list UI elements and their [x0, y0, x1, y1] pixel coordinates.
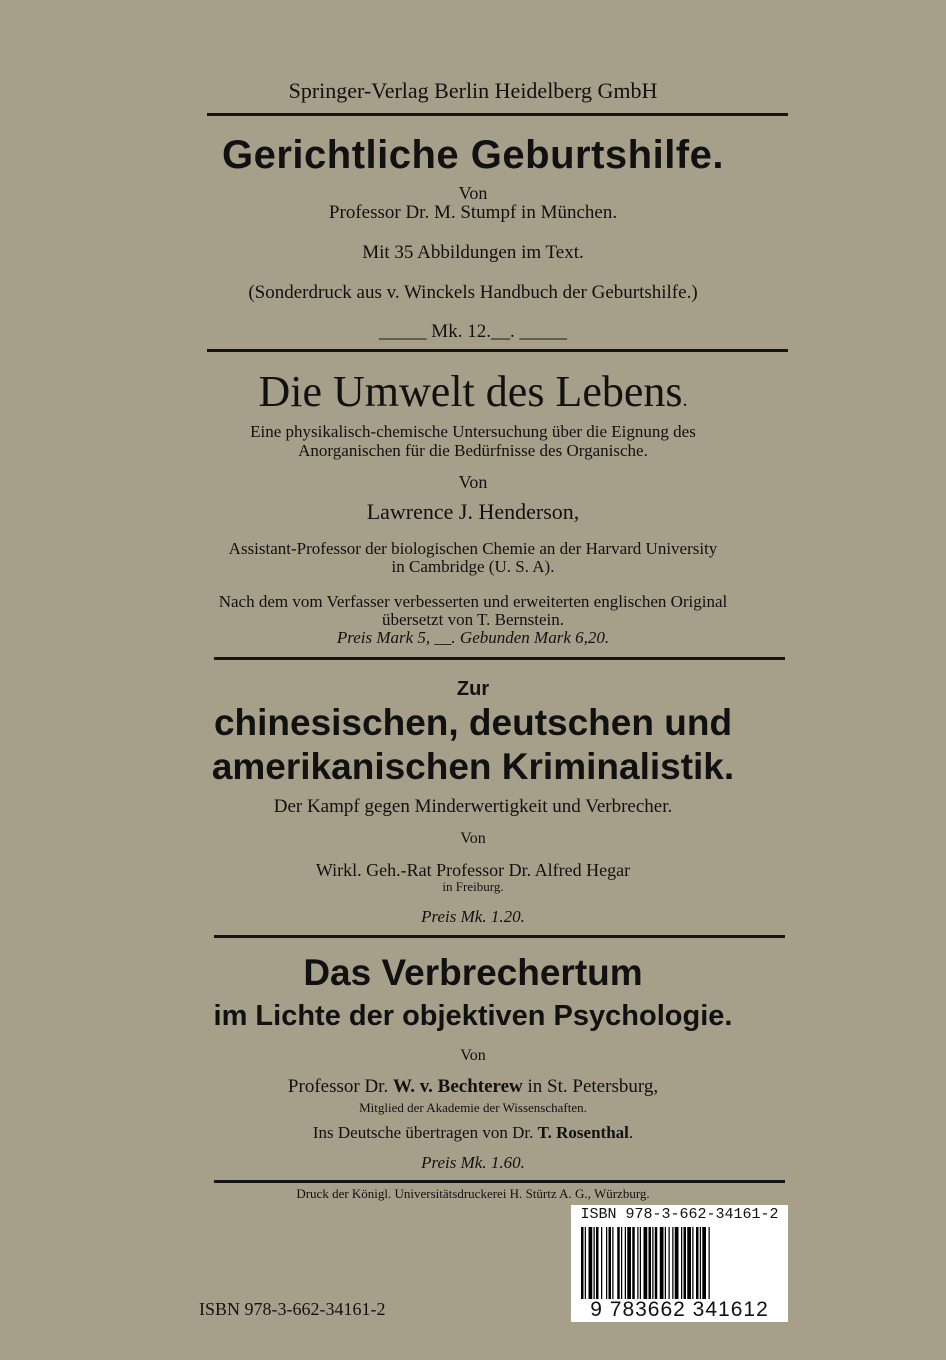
book4-transl-suffix: .	[628, 1123, 634, 1142]
book2-subtitle-line2: Anorganischen für die Bedürfnisse des Organische.	[298, 441, 648, 460]
barcode-bar	[625, 1227, 626, 1299]
book4-author-name: W. v. Bechterew	[392, 1076, 523, 1097]
book2-transl-line1: Nach dem vom Verfasser verbesserten und erweiterten englischen Original	[218, 592, 728, 611]
barcode-bar	[617, 1227, 620, 1299]
barcode-bar	[601, 1227, 602, 1299]
barcode-bar	[581, 1227, 584, 1299]
barcode-bar	[627, 1227, 631, 1299]
book2-subtitle-line1: Eine physikalisch-chemische Untersuchung über die Eignung des	[250, 422, 696, 441]
divider	[214, 657, 785, 660]
barcode-bar	[684, 1227, 687, 1299]
barcode-bar	[652, 1227, 653, 1299]
book1-illustrations: Mit 35 Abbildungen im Text.	[362, 242, 584, 263]
barcode-bar	[585, 1227, 586, 1299]
book2-affil-line2: in Cambridge (U. S. A).	[391, 557, 555, 576]
barcode-bar	[655, 1227, 658, 1299]
book2-price: Preis Mark 5, __. Gebunden Mark 6,20.	[336, 628, 610, 647]
barcode-bar	[687, 1227, 691, 1299]
book3-subtitle: Der Kampf gegen Minderwertigkeit und Verbrecher.	[273, 796, 673, 817]
barcode-bar	[696, 1227, 699, 1299]
barcode-bar	[612, 1227, 613, 1299]
barcode-bars	[579, 1227, 780, 1299]
book4-author-suffix: in St. Petersburg,	[527, 1076, 659, 1097]
barcode-bar	[609, 1227, 612, 1299]
book4-transl-prefix: Ins Deutsche übertragen von Dr.	[312, 1123, 534, 1142]
book4-membership: Mitglied der Akademie der Wissenschaften.	[359, 1100, 587, 1115]
book3-title-line2: amerikanischen Kriminalistik.	[211, 746, 735, 787]
barcode-bar	[649, 1227, 652, 1299]
book4-title-line1: Das Verbrechertum	[303, 952, 643, 993]
barcode-bar	[702, 1227, 706, 1299]
barcode-bar	[596, 1227, 599, 1299]
printer-line: Druck der Königl. Universitätsdruckerei H. Stürtz A. G., Würzburg.	[296, 1186, 650, 1201]
book4-transl-name: T. Rosenthal	[537, 1123, 629, 1142]
barcode-bar	[632, 1227, 635, 1299]
book4-author	[0, 1076, 946, 1098]
barcode-bar	[709, 1227, 710, 1299]
book3-title	[0, 701, 946, 789]
book2-author: Lawrence J. Henderson,	[366, 499, 580, 524]
book2-affil-line1: Assistant-Professor der biologischen Chemie an der Harvard University	[228, 539, 718, 558]
book2-title-text: Die Umwelt des Lebens	[258, 367, 683, 416]
barcode-digits: 9 783662 341612	[590, 1298, 769, 1321]
barcode-bar	[700, 1227, 701, 1299]
book2-subtitle	[0, 422, 946, 460]
barcode-bar	[665, 1227, 666, 1299]
barcode-bar	[672, 1227, 673, 1299]
barcode-isbn-label: ISBN 978-3-662-34161-2	[580, 1206, 779, 1223]
divider	[214, 935, 785, 938]
barcode-bar	[644, 1227, 648, 1299]
book4-price: Preis Mk. 1.60.	[421, 1153, 525, 1172]
barcode-bar	[594, 1227, 595, 1299]
barcode-bar	[692, 1227, 693, 1299]
book1-author: Professor Dr. M. Stumpf in München.	[328, 202, 618, 223]
barcode-bar	[637, 1227, 638, 1299]
book3-place: in Freiburg.	[442, 879, 504, 894]
divider	[207, 349, 788, 352]
book4-von: Von	[460, 1047, 486, 1064]
book4-translator	[0, 1123, 946, 1143]
divider	[207, 113, 788, 116]
book3-von: Von	[460, 830, 486, 847]
book2-title-dot: .	[682, 389, 688, 411]
book2-affiliation	[0, 540, 946, 576]
book1-von: Von	[458, 183, 488, 203]
barcode-bar	[675, 1227, 679, 1299]
book4-author-prefix: Professor Dr.	[287, 1076, 389, 1097]
barcode-bar	[621, 1227, 622, 1299]
book3-zur: Zur	[456, 678, 490, 700]
isbn-footer: ISBN 978-3-662-34161-2	[199, 1299, 386, 1319]
book1-title: Gerichtliche Geburtshilfe.	[221, 133, 724, 177]
divider	[214, 1180, 785, 1183]
barcode-bar	[681, 1227, 682, 1299]
book2-von: Von	[458, 472, 488, 492]
book3-author: Wirkl. Geh.-Rat Professor Dr. Alfred Hegar	[315, 860, 631, 880]
book2-transl-line2: übersetzt von T. Bernstein.	[381, 610, 565, 629]
book1-price: _____ Mk. 12.__. _____	[379, 321, 567, 342]
book1-note: (Sonderdruck aus v. Winckels Handbuch der Geburtshilfe.)	[248, 282, 698, 303]
book3-price: Preis Mk. 1.20.	[421, 907, 525, 926]
barcode-bar	[660, 1227, 664, 1299]
isbn-barcode	[571, 1205, 788, 1322]
book2-translation	[0, 593, 946, 629]
barcode-bar	[669, 1227, 670, 1299]
barcode-bar	[606, 1227, 607, 1299]
book3-title-line1: chinesischen, deutschen und	[213, 702, 733, 743]
book2-title	[0, 366, 946, 417]
barcode-bar	[640, 1227, 641, 1299]
barcode-bar	[589, 1227, 593, 1299]
publisher-name: Springer-Verlag Berlin Heidelberg GmbH	[288, 78, 658, 103]
book4-title-line2: im Lichte der objektiven Psychologie.	[213, 1000, 733, 1032]
